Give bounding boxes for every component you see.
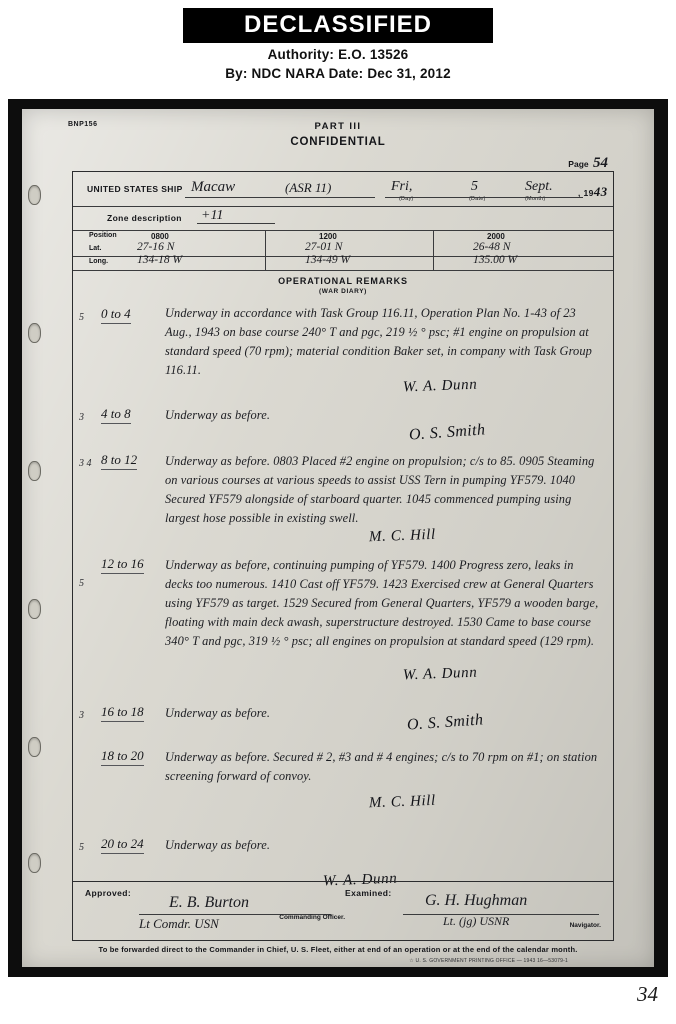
binder-hole: [28, 461, 41, 481]
position-time-2000: 2000: [487, 232, 505, 241]
long-2000: 135.00 W: [473, 254, 518, 266]
entry-time-range: 20 to 24: [101, 836, 144, 854]
forwarding-note: To be forwarded direct to the Commander in Chief, U. S. Fleet, either at end of an operation or at the end of the calendar month.: [98, 945, 578, 954]
lat-label: Lat.: [89, 245, 102, 252]
position-time-1200: 1200: [319, 232, 337, 241]
binder-hole: [28, 853, 41, 873]
entry-text: Underway in accordance with Task Group 116.11, Operation Plan No. 1-43 of 23 Aug., 1943 on base course 240° T and pgc, 219 ½ ° psc; #1 engine on propulsion at standard speed (70 rpm); material condition Baker set, in company with Task Group 116.11.: [165, 306, 592, 377]
zone-description-row: [73, 206, 613, 230]
classification-heading: CONFIDENTIAL: [290, 136, 386, 148]
archival-page-annotation: 34: [637, 982, 658, 1006]
entry-text: Underway as before. Secured # 2, #3 and # 4 engines; c/s to 70 rpm on #1; on station screening forward of convoy.: [165, 750, 598, 783]
row-divider: [73, 270, 613, 271]
navigator-caption: Navigator.: [569, 922, 601, 929]
approval-strip: [73, 881, 613, 940]
entry-marker: 5: [79, 578, 84, 589]
page-number-value: 54: [593, 155, 608, 171]
zone-value: +11: [201, 208, 224, 223]
entry-marker: 5: [79, 312, 84, 323]
entry-signature: W. A. Dunn: [402, 664, 478, 684]
entry-signature: O. S. Smith: [406, 711, 484, 734]
entry-signature: M. C. Hill: [368, 526, 437, 546]
war-diary-sheet: [22, 109, 654, 967]
entry-month: Sept.: [525, 179, 553, 194]
long-label: Long.: [89, 258, 109, 265]
entry-signature: O. S. Smith: [408, 421, 486, 444]
position-time-0800: 0800: [151, 232, 169, 241]
examined-label: Examined:: [345, 888, 392, 898]
declassified-banner: DECLASSIFIED: [183, 8, 493, 43]
long-1200: 134-49 W: [305, 254, 351, 266]
authority-label: Authority:: [267, 47, 335, 62]
by-value: NDC: [251, 66, 282, 81]
year-prefix: , 19: [578, 188, 594, 198]
entry-text: Underway as before. 0803 Placed #2 engine on propulsion; c/s to 85. 0905 Steaming on various courses at various speeds to assist USS Tern in pumping YF579. 1040 Secured YF579 alongside of starboard quarter. 1045 commenced pumping using largest hose possible in existing swell.: [165, 454, 595, 525]
lat-1200: 27-01 N: [305, 241, 343, 253]
date-rule: [385, 197, 583, 198]
war-diary-subtitle: (WAR DIARY): [319, 288, 367, 295]
position-row-label: Position: [89, 232, 117, 239]
form-number: BNP156: [68, 121, 98, 128]
long-0800: 134-18 W: [137, 254, 183, 266]
lat-0800: 27-16 N: [137, 241, 175, 253]
by-label: By:: [225, 66, 248, 81]
entry-time-range: 4 to 8: [101, 406, 131, 424]
declass-by-line: [0, 66, 676, 81]
binder-hole: [28, 323, 41, 343]
entry-date: 5: [471, 179, 478, 194]
year-value: 43: [593, 184, 608, 199]
navigator-signature: G. H. Hughman: [425, 892, 528, 909]
operational-remarks-title: OPERATIONAL REMARKS: [278, 276, 408, 286]
commanding-officer-caption: Commanding Officer.: [279, 914, 345, 921]
diary-entries: [73, 304, 613, 890]
entry-time-range: 16 to 18: [101, 704, 144, 722]
lat-2000: 26-48 N: [473, 241, 511, 253]
commanding-officer-signature: E. B. Burton: [169, 894, 249, 911]
navigator-rank: Lt. (jg) USNR: [443, 914, 510, 928]
page-number-field: [568, 155, 610, 172]
position-table: [73, 230, 613, 270]
printing-office-note: ☆ U. S. GOVERNMENT PRINTING OFFICE — 1943 16—53079-1: [409, 958, 568, 964]
binder-hole: [28, 737, 41, 757]
part-heading: PART III: [314, 121, 362, 132]
entry-marker: 3: [79, 710, 84, 721]
month-caption: (Month): [525, 196, 546, 202]
entry-time-range: 8 to 12: [101, 452, 137, 470]
entry-time-range: 12 to 16: [101, 556, 144, 574]
entry-signature: W. A. Dunn: [322, 870, 398, 890]
ship-label: UNITED STATES SHIP: [87, 184, 183, 194]
entry-marker: 3 4: [79, 458, 92, 469]
scanned-page-photo: [8, 99, 668, 977]
date-value: Dec 31, 2012: [367, 66, 451, 81]
binder-hole: [28, 185, 41, 205]
authority-value: E.O. 13526: [338, 47, 409, 62]
entry-marker: 5: [79, 842, 84, 853]
ship-date-row: [73, 172, 613, 206]
date-caption: (Date): [469, 196, 486, 202]
entry-text: Underway as before, continuing pumping of YF579. 1400 Progress zero, leaks in decks too numerous. 1410 Cast off YF579. 1423 Exercised crew at General Quarters using YF579 as target. 1529 Secured from General Quarters, YF579 a wooden barge, floating with main deck awash, superstructure destroyed. 1530 Came to base course 340° T and pgc, 319 ½ ° psc; all engines on propulsion at standard speed (129 rpm).: [165, 558, 599, 648]
entry-day: Fri,: [391, 179, 413, 194]
position-column-divider: [433, 230, 434, 270]
zone-label: Zone description: [107, 213, 182, 223]
entry-signature: M. C. Hill: [368, 792, 437, 812]
commanding-officer-rank: Lt Comdr. USN: [139, 916, 219, 931]
date-label: Date:: [328, 66, 364, 81]
page-label-text: Page: [568, 159, 589, 169]
zone-rule: [197, 223, 275, 224]
declassification-stamp: [0, 0, 676, 96]
entry-text: Underway as before.: [165, 408, 271, 422]
ship-hull-number: (ASR 11): [285, 180, 332, 195]
binder-hole: [28, 599, 41, 619]
day-caption: (Day): [399, 196, 414, 202]
entry-signature: W. A. Dunn: [402, 376, 478, 396]
nara-label: NARA: [285, 66, 325, 81]
examined-signature-rule: [403, 914, 599, 915]
ship-name-rule: [185, 197, 375, 198]
position-column-divider: [265, 230, 266, 270]
entry-time-range: 18 to 20: [101, 748, 144, 766]
declass-authority-line: [0, 47, 676, 62]
entry-text: Underway as before.: [165, 838, 271, 852]
approved-label: Approved:: [85, 888, 132, 898]
entry-text: Underway as before.: [165, 706, 271, 720]
ship-name: Macaw: [191, 179, 236, 195]
diary-form-box: [72, 171, 614, 941]
entry-time-range: 0 to 4: [101, 306, 131, 324]
entry-marker: 3: [79, 412, 84, 423]
